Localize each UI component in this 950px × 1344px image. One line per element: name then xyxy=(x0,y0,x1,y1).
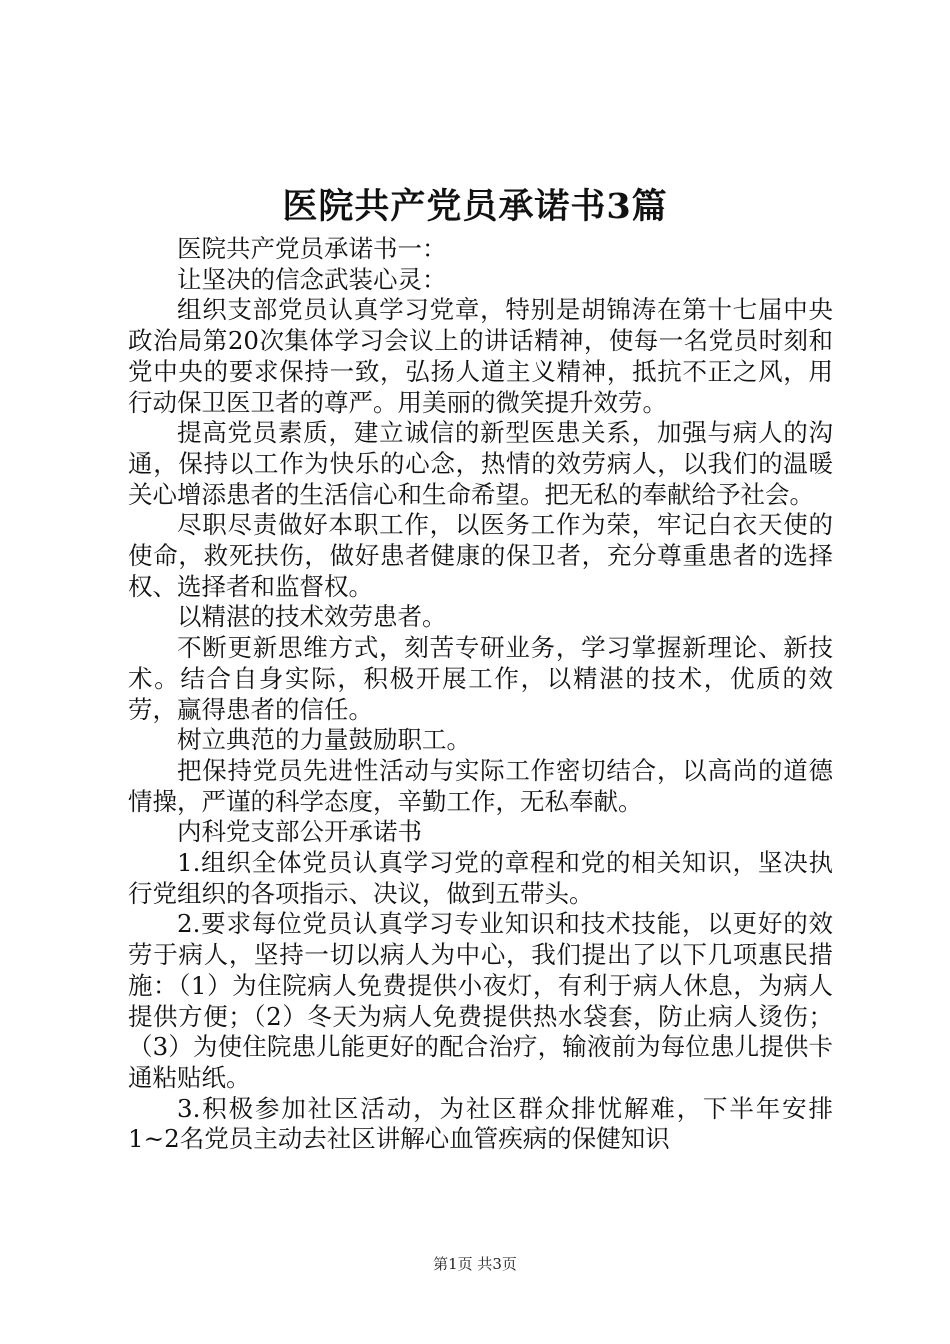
list-item: 3.积极参加社区活动，为社区群众排忧解难，下半年安排1~2名党员主动去社区讲解心血管疾病的保健知识 xyxy=(128,1093,833,1154)
page-number-footer: 第1页 共3页 xyxy=(433,1255,517,1273)
paragraph: 以精湛的技术效劳患者。 xyxy=(177,602,447,632)
list-item: 2.要求每位党员认真学习专业知识和技术技能，以更好的效劳于病人，坚持一切以病人为中心，我们提出了以下几项惠民措施：（1）为住院病人免费提供小夜灯，有利于病人休息，为病人提供方便；（2）冬天为病人免费提供热水袋套，防止病人烫伤；（3）为使住院患儿能更好的配合治疗，输液前为每位患儿提供卡通粘贴纸。 xyxy=(128,909,833,1092)
paragraph: 组织支部党员认真学习党章，特别是胡锦涛在第十七届中央政治局第20次集体学习会议上的讲话精神，使每一名党员时刻和党中央的要求保持一致，弘扬人道主义精神，抵抗不正之风，用行动保卫医卫者的尊严。用美丽的微笑提升效劳。 xyxy=(128,295,833,417)
list-item: 1.组织全体党员认真学习党的章程和党的相关知识，坚决执行党组织的各项指示、决议，做到五带头。 xyxy=(128,848,833,908)
document-body xyxy=(128,234,833,1155)
paragraph: 提高党员素质，建立诚信的新型医患关系，加强与病人的沟通，保持以工作为快乐的心念，热情的效劳病人，以我们的温暖关心增添患者的生活信心和生命希望。把无私的奉献给予社会。 xyxy=(128,418,833,509)
paragraph: 尽职尽责做好本职工作，以医务工作为荣，牢记白衣天使的使命，救死扶伤，做好患者健康的保卫者，充分尊重患者的选择权、选择者和监督权。 xyxy=(128,510,833,601)
paragraph: 把保持党员先进性活动与实际工作密切结合，以高尚的道德情操，严谨的科学态度，辛勤工作，无私奉献。 xyxy=(128,755,833,816)
section-heading: 内科党支部公开承诺书 xyxy=(177,817,422,847)
paragraph: 医院共产党员承诺书一： xyxy=(177,234,447,263)
paragraph: 树立典范的力量鼓励职工。 xyxy=(177,725,471,755)
document-title: 医院共产党员承诺书3篇 xyxy=(282,186,668,227)
paragraph: 不断更新思维方式，刻苦专研业务，学习掌握新理论、新技术。结合自身实际，积极开展工作，以精湛的技术，优质的效劳，赢得患者的信任。 xyxy=(128,633,833,724)
paragraph: 让坚决的信念武装心灵： xyxy=(177,264,447,294)
